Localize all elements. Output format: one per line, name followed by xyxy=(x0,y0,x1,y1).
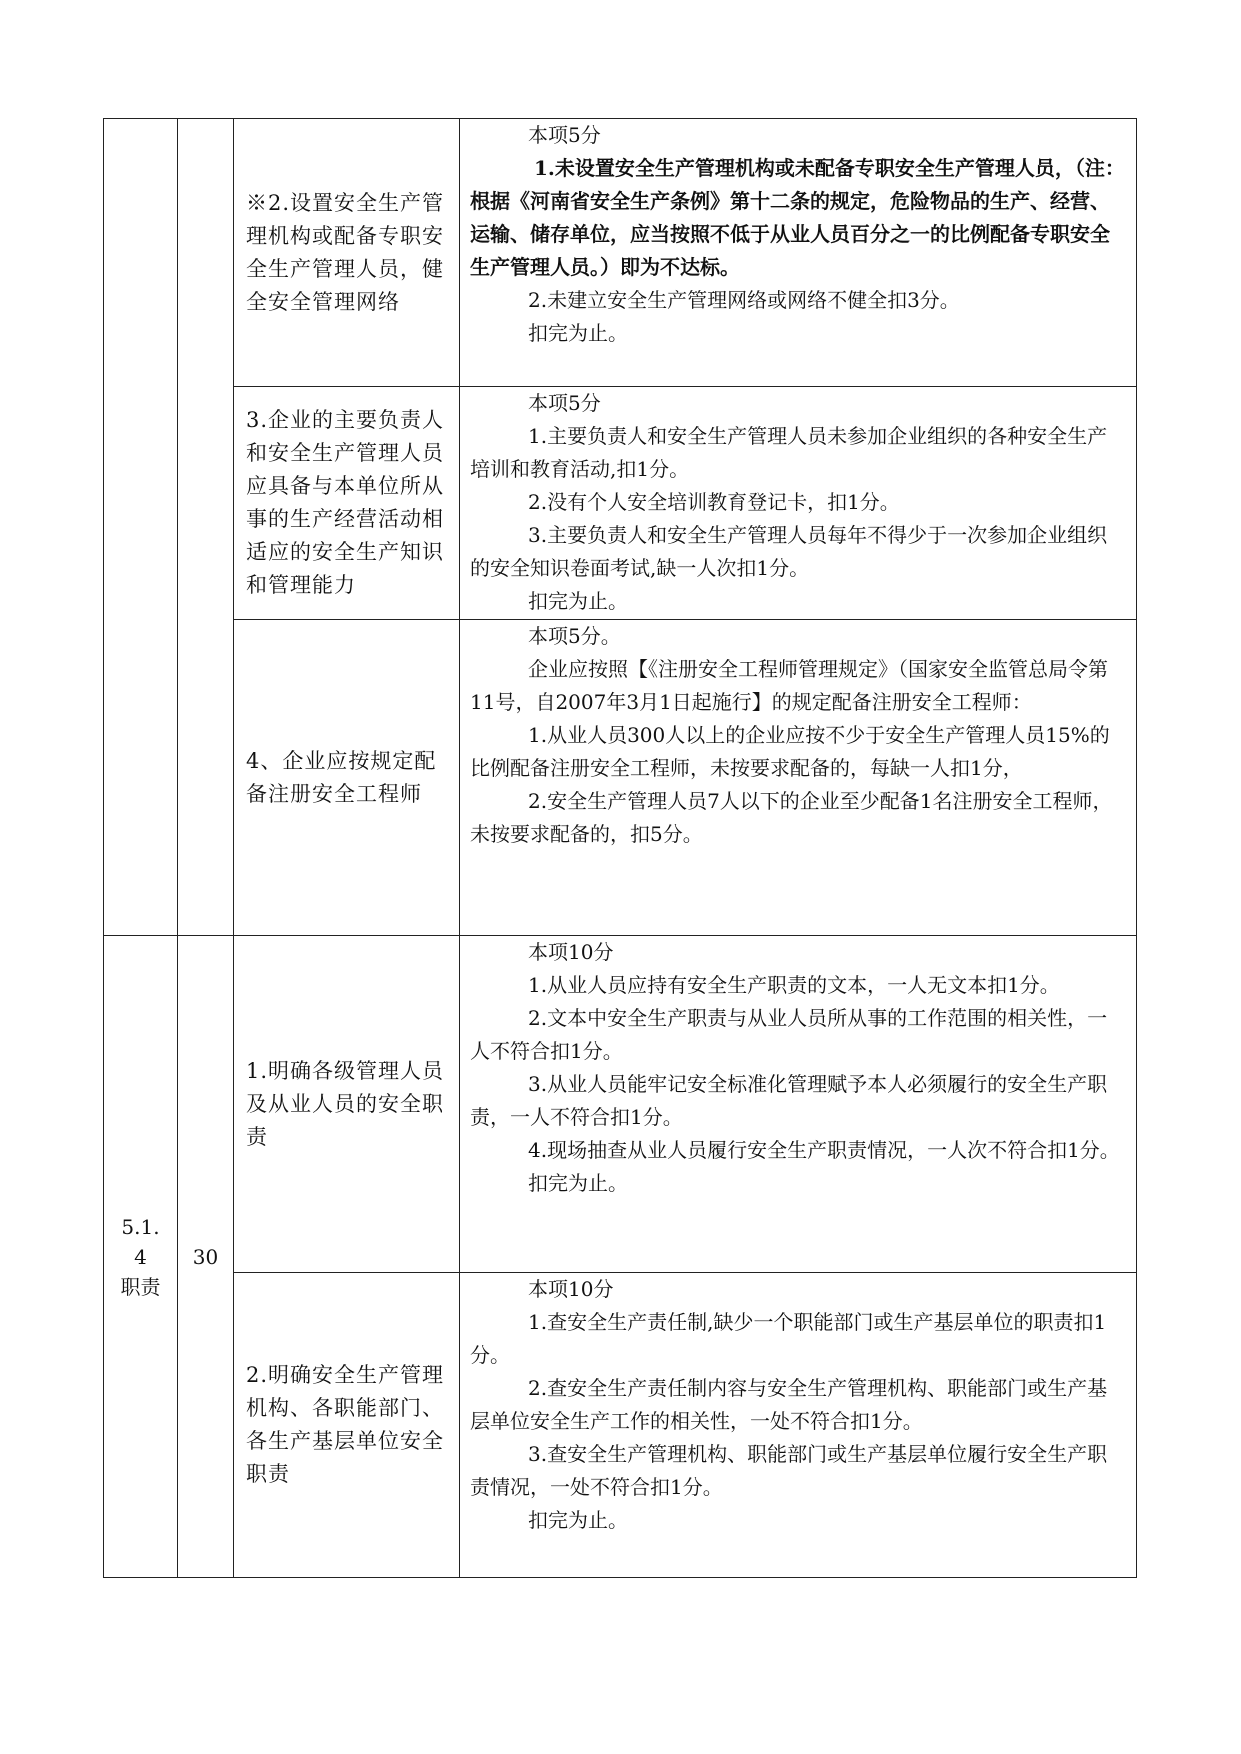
table-row xyxy=(104,119,1137,387)
requirement-text: 1.明确各级管理人员及从业人员的安全职责 xyxy=(246,1058,445,1149)
standard-line: 本项10分 xyxy=(528,1277,614,1301)
standard-line: 本项10分 xyxy=(528,940,614,964)
requirement-text: ※2.设置安全生产管理机构或配备专职安全生产管理人员，健全安全管理网络 xyxy=(246,190,445,314)
score-cell-continued xyxy=(178,119,234,936)
standard-line: 扣完为止。 xyxy=(528,321,628,345)
standard-cell xyxy=(460,936,1137,1273)
standard-line: 4.现场抽查从业人员履行安全生产职责情况，一人次不符合扣1分。 xyxy=(528,1138,1120,1162)
requirement-text: 3.企业的主要负责人和安全生产管理人员应具备与本单位所从事的生产经营活动相适应的安全生产知识和管理能力 xyxy=(246,408,445,597)
standard-line: 1.查安全生产责任制,缺少一个职能部门或生产基层单位的职责扣1分。 xyxy=(470,1310,1107,1367)
standard-cell xyxy=(460,620,1137,936)
standard-line: 2.安全生产管理人员7人以下的企业至少配备1名注册安全工程师，未按要求配备的，扣5分。 xyxy=(470,789,1113,846)
requirement-cell xyxy=(234,1273,460,1578)
standard-line: 3.从业人员能牢记安全标准化管理赋予本人必须履行的安全生产职责，一人不符合扣1分。 xyxy=(470,1072,1108,1129)
standard-line: 1.从业人员应持有安全生产职责的文本，一人无文本扣1分。 xyxy=(528,973,1060,997)
requirement-text: 2.明确安全生产管理机构、各职能部门、各生产基层单位安全职责 xyxy=(246,1363,445,1486)
standard-line: 扣完为止。 xyxy=(528,1171,628,1195)
standard-line: 2.文本中安全生产职责与从业人员所从事的工作范围的相关性，一人不符合扣1分。 xyxy=(470,1006,1108,1063)
item-cell xyxy=(104,936,178,1578)
standard-line: 2.没有个人安全培训教育登记卡，扣1分。 xyxy=(528,490,900,514)
item-title: 职责 xyxy=(120,1274,161,1299)
standard-line: 1.主要负责人和安全生产管理人员未参加企业组织的各种安全生产培训和教育活动,扣1分。 xyxy=(470,424,1108,481)
item-number: 5.1. xyxy=(121,1214,160,1239)
standard-cell xyxy=(460,387,1137,620)
score-cell xyxy=(178,936,234,1578)
standard-line: 1.未设置安全生产管理机构或未配备专职安全生产管理人员，（注：根据《河南省安全生产条例》第十二条的规定，危险物品的生产、经营、运输、储存单位，应当按照不低于从业人员百分之一的比例配备专职安全生产管理人员。）即为不达标。 xyxy=(470,156,1125,279)
item-number-suffix: 4 xyxy=(134,1244,147,1269)
assessment-table xyxy=(103,118,1137,1578)
requirement-text: 4、企业应按规定配备注册安全工程师 xyxy=(246,748,437,806)
requirement-cell xyxy=(234,936,460,1273)
score-value: 30 xyxy=(192,1244,219,1269)
standard-line: 企业应按照【《注册安全工程师管理规定》（国家安全监管总局令第11号，自2007年3月1日起施行】的规定配备注册安全工程师： xyxy=(470,657,1108,714)
standard-cell xyxy=(460,1273,1137,1578)
standard-line: 2.查安全生产责任制内容与安全生产管理机构、职能部门或生产基层单位安全生产工作的相关性，一处不符合扣1分。 xyxy=(470,1376,1108,1433)
requirement-cell xyxy=(234,119,460,387)
standard-line: 本项5分 xyxy=(528,391,601,415)
standard-line: 3.主要负责人和安全生产管理人员每年不得少于一次参加企业组织的安全知识卷面考试,缺一人次扣1分。 xyxy=(470,523,1108,580)
standard-line: 本项5分 xyxy=(528,123,601,147)
item-cell-continued xyxy=(104,119,178,936)
table-row xyxy=(104,620,1137,936)
standard-line: 本项5分。 xyxy=(528,624,621,648)
standard-line: 扣完为止。 xyxy=(528,1508,628,1532)
standard-line: 扣完为止。 xyxy=(528,589,628,613)
standard-cell xyxy=(460,119,1137,387)
table-row xyxy=(104,387,1137,620)
table-row xyxy=(104,936,1137,1273)
standard-line: 2.未建立安全生产管理网络或网络不健全扣3分。 xyxy=(528,288,960,312)
table-row xyxy=(104,1273,1137,1578)
standard-line: 1.从业人员300人以上的企业应按不少于安全生产管理人员15%的比例配备注册安全工程师，未按要求配备的，每缺一人扣1分， xyxy=(470,723,1110,780)
requirement-cell xyxy=(234,387,460,620)
standard-line: 3.查安全生产管理机构、职能部门或生产基层单位履行安全生产职责情况，一处不符合扣1分。 xyxy=(470,1442,1108,1499)
requirement-cell xyxy=(234,620,460,936)
